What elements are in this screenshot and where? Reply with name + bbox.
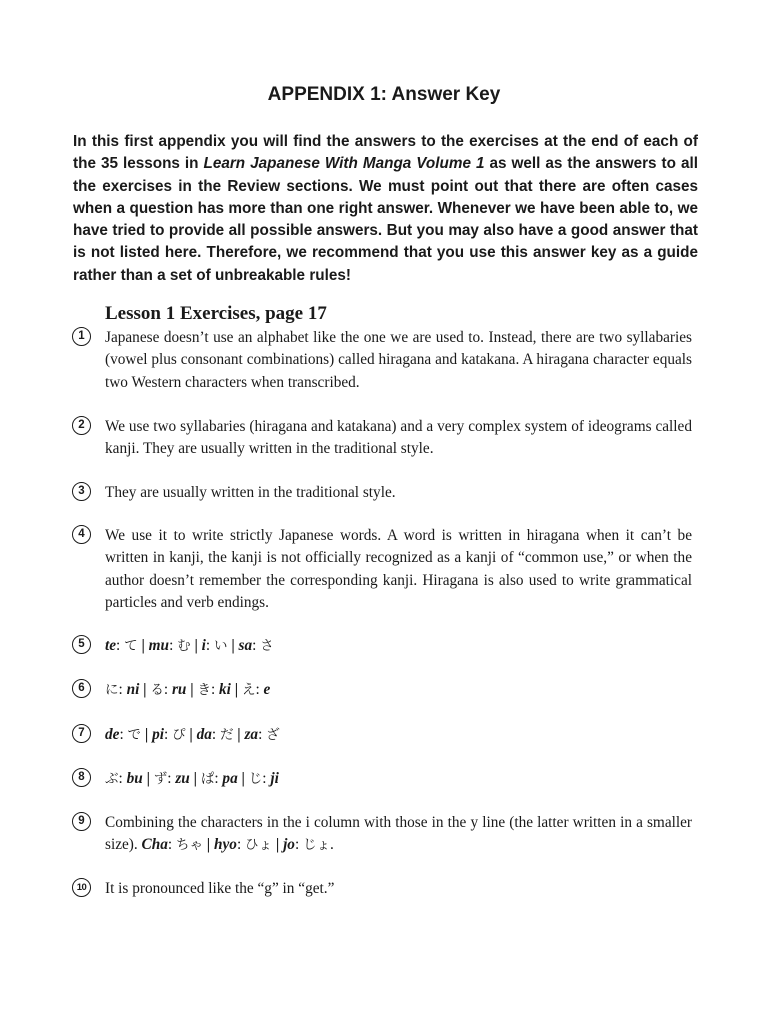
answer-number-5: 5 xyxy=(72,635,91,654)
kana: き xyxy=(197,682,211,698)
answer-text-1: Japanese doesn’t use an alphabet like the one we are used to. Instead, there are two syllabaries (vowel plus consonant combinations) called hiragana and katakana. A hiragana character equals two Western characters when transcribed. xyxy=(105,329,692,391)
kana: じょ xyxy=(303,837,331,854)
answer-number-2: 2 xyxy=(72,416,91,435)
romaji: pi xyxy=(152,726,164,743)
answer-text-3: They are usually written in the traditional style. xyxy=(105,484,396,501)
romaji: sa xyxy=(238,637,253,654)
answer-number-3: 3 xyxy=(72,482,91,501)
answer-number-6: 6 xyxy=(72,679,91,698)
romaji: bu xyxy=(126,770,143,787)
kana: い xyxy=(214,638,228,654)
answer-number-8: 8 xyxy=(72,768,91,787)
romaji: ni xyxy=(126,681,140,698)
romaji: mu xyxy=(148,637,170,654)
answer-text-4: We use it to write strictly Japanese words. A word is written in hiragana when it can’t be written in kanji, the kanji is not officially recognized as a kanji of “common use,” or when the author doesn’t remember the corresponding kanji. Hiragana is also used to write grammatical particles and verb endings. xyxy=(105,527,692,611)
answer-text-9: Combining the characters in the i column with those in the y line (the latter written in a smaller size). Cha: ちゃ | hyo: ひょ | jo: じょ. xyxy=(105,814,692,854)
answer-text-5: te: て | mu: む | i: い | sa: さ xyxy=(105,637,274,654)
romaji: e xyxy=(263,681,271,698)
romaji: jo xyxy=(283,836,295,854)
kana: ちゃ xyxy=(175,837,203,854)
romaji: da xyxy=(196,726,212,743)
romaji: te xyxy=(105,637,117,654)
answer-item-3 xyxy=(72,482,692,504)
kana: む xyxy=(177,638,191,654)
kana: え xyxy=(241,682,256,698)
answer-text-9-intro: Combining the characters in the i column with those in the y line (the latter written in a smaller size). xyxy=(105,814,692,854)
romaji: de xyxy=(105,726,120,743)
romaji: ru xyxy=(171,681,187,698)
kana: ざ xyxy=(266,727,280,743)
answer-text-6: に: ni | る: ru | き: ki | え: e xyxy=(105,681,271,698)
kana: だ xyxy=(219,727,234,743)
romaji: i xyxy=(201,637,206,654)
intro-text-after: as well as the answers to all the exercises in the Review sections. We must point out that there are often cases when a question has more than one right answer. Whenever we have been able to, we have tried to provide all possible answers. But you may also have a good answer that is not listed here. Therefore, we recommend that you use this answer key as a guide rather than a set of unbreakable rules! xyxy=(73,155,698,284)
romaji: Cha xyxy=(141,836,168,854)
answer-number-9: 9 xyxy=(72,812,91,831)
intro-book-title: Learn Japanese With Manga Volume 1 xyxy=(203,155,485,173)
answer-item-10 xyxy=(72,878,692,900)
answer-item-1 xyxy=(72,327,692,394)
answer-item-7 xyxy=(72,724,692,746)
lesson-heading: Lesson 1 Exercises, page 17 xyxy=(105,303,327,324)
answer-text-8: ぶ: bu | ず: zu | ぱ: pa | じ: ji xyxy=(105,770,279,787)
answer-text-7: de: で | pi: ぴ | da: だ | za: ざ xyxy=(105,726,280,743)
kana: に xyxy=(105,682,119,698)
answer-text-10: It is pronounced like the “g” in “get.” xyxy=(105,880,335,897)
page-title: APPENDIX 1: Answer Key xyxy=(267,84,501,105)
romaji: ki xyxy=(219,681,231,698)
answer-item-4 xyxy=(72,525,692,614)
intro-paragraph xyxy=(73,131,698,287)
answer-item-6 xyxy=(72,679,692,701)
answer-text-2: We use two syllabaries (hiragana and katakana) and a very complex system of ideograms called kanji. They are usually written in the traditional style. xyxy=(105,418,692,458)
answer-item-2 xyxy=(72,416,692,461)
answer-item-8 xyxy=(72,768,692,790)
kana: さ xyxy=(260,638,274,654)
romaji: hyo xyxy=(214,836,237,854)
kana: で xyxy=(127,727,142,743)
answer-number-10: 10 xyxy=(72,878,91,897)
kana: じ xyxy=(248,771,263,787)
kana: ぴ xyxy=(172,727,186,743)
answer-number-1: 1 xyxy=(72,327,91,346)
answer-number-4: 4 xyxy=(72,525,91,544)
answer-item-5 xyxy=(72,635,692,657)
kana: ぶ xyxy=(105,771,119,787)
kana: ひょ xyxy=(245,837,273,854)
kana: る xyxy=(150,682,164,698)
romaji: pa xyxy=(222,770,238,787)
answer-text-9-end: . xyxy=(330,836,334,854)
answer-item-9 xyxy=(72,812,692,857)
romaji: zu xyxy=(175,770,190,787)
intro-text-before: In this first appendix you will find the answers to the exercises at the end of each of the 35 lessons in xyxy=(73,133,698,173)
kana: ぱ xyxy=(200,771,215,787)
kana: て xyxy=(124,638,138,654)
kana: ず xyxy=(153,771,168,787)
answer-number-7: 7 xyxy=(72,724,91,743)
romaji: za xyxy=(244,726,259,743)
romaji: ji xyxy=(270,770,279,787)
